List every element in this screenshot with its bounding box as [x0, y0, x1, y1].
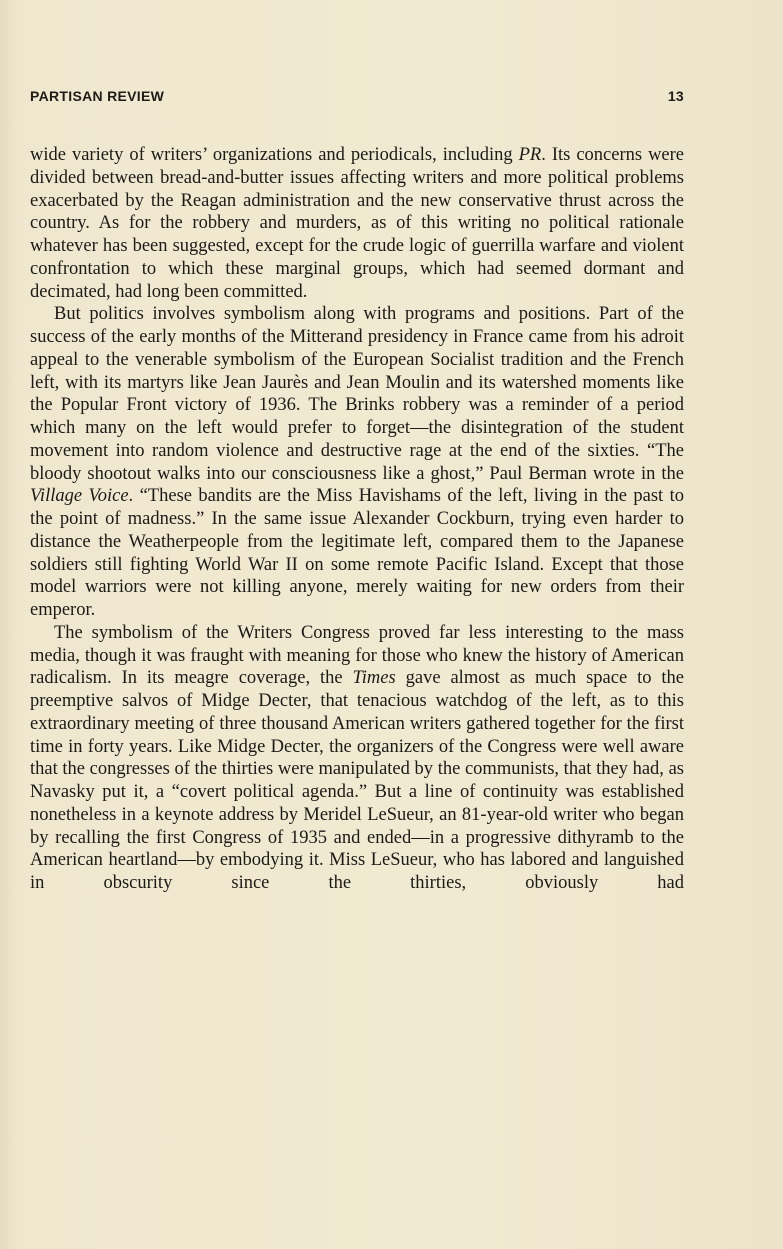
running-head	[30, 88, 684, 110]
italic-title: Times	[352, 668, 396, 689]
text-segment: But politics involves symbolism along with programs and positions. Part of the success of the early months of the Mitterand presidency in France came from his adroit appeal to the venerable symbolism of the European Socialist tradition and the French left, with its martyrs like Jean Jaurès and Jean Moulin and its watershed moments like the Popular Front victory of 1936. The Brinks robbery was a reminder of a period which many on the left would prefer to forget—the disintegration of the student movement into random violence and destructive rage at the end of the sixties. “The bloody shootout walks into our consciousness like a ghost,” Paul Berman wrote in the	[30, 304, 684, 484]
paragraph	[30, 303, 684, 622]
text-segment: The symbolism of the Writers Congress proved far less interesting to the mass media, though it was fraught with meaning for those who knew the history of American radicalism. In its meagre coverage, the	[30, 622, 684, 689]
text-segment: . Its concerns were divided between bread-and-butter issues affecting writers and more political problems exacerbated by the Reagan administration and the new conservative thrust across the country. As for the robbery and murders, as of this writing no political rationale whatever has been suggested, except for the crude logic of guerrilla warfare and violent confrontation to which these marginal groups, which had seemed dormant and decimated, had long been committed.	[30, 145, 685, 302]
italic-title: Village Voice	[30, 486, 129, 507]
paragraph	[30, 622, 684, 895]
page-number: 13	[667, 88, 684, 104]
journal-title: PARTISAN REVIEW	[30, 88, 165, 104]
text-segment: gave almost as much space to the preemptive salvos of Midge Decter, that tenacious watchdog of the left, as to this extraordinary meeting of three thousand American writers gathered together for the first time in forty years. Like Midge Decter, the organizers of the Congress were well aware that the congresses of the thirties were manipulated by the communists, that they had, as Navasky put it, a “covert political agenda.” But a line of continuity was established nonetheless in a keynote address by Meridel LeSueur, an 81-year-old writer who began by recalling the first Congress of 1935 and ended—in a progressive dithyramb to the American heartland—by embodying it. Miss LeSueur, who has labored and languished in obscurity since the thirties, obviously had	[30, 668, 684, 893]
paragraph	[30, 144, 684, 303]
text-segment: wide variety of writers’ organizations and periodicals, including	[30, 145, 519, 165]
text-segment: . “These bandits are the Miss Havishams of the left, living in the past to the point of madness.” In the same issue Alexander Cockburn, trying even harder to distance the Weatherpeople from the legitimate left, compared them to the Japanese soldiers still fighting World War II on some remote Pacific Island. Except that those model warriors were not killing anyone, merely waiting for new orders from their emperor.	[30, 486, 684, 620]
italic-title: PR	[518, 145, 542, 165]
body-text	[30, 144, 684, 895]
